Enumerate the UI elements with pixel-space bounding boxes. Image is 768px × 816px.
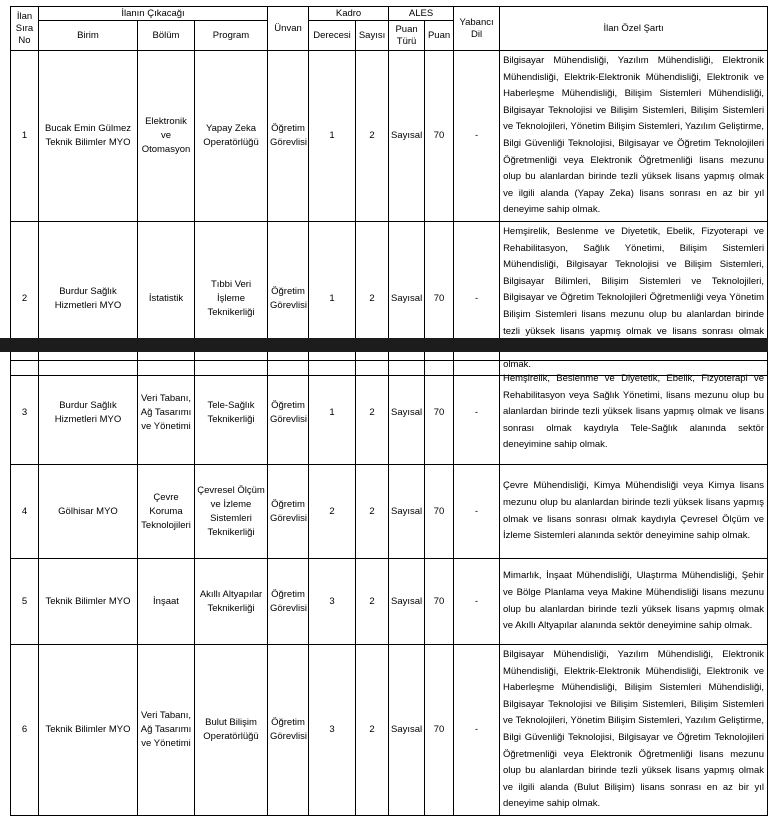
cell-no: 4 xyxy=(11,465,39,559)
cell-ozel-sart: Bilgisayar Mühendisliği, Yazılım Mühendisliği, Elektronik Mühendisliği, Elektrik-Elektronik Mühendisliği, Elektronik ve Haberleşme Mühendisliği, Bilişim Sistemleri Mühendisliği, Bilgisayar Teknolojisi ve Bilişim Sistemleri, Bilişim Sistemleri ve Teknolojileri, Yönetim Bilişim Sistemleri, Yazılım Geliştirme, Bilgi Güvenliği Teknolojisi, Bilgisayar ve Öğretim Teknolojileri Öğretmenliği veya Elektronik Öğretmenliği lisans mezunu olup bu alanlardan birinde tezli yüksek lisans yapmış olmak ve ilgili alanda (Yapay Zeka) lisans sonrası en az bir yıl deneyime sahip olmak. xyxy=(500,51,768,222)
cell-puan-turu: Sayısal xyxy=(389,465,425,559)
cell-puan: 70 xyxy=(425,559,454,645)
cell-derece: 1 xyxy=(309,51,356,222)
col-header-bolum: Bölüm xyxy=(138,21,195,51)
cell-birim: Burdur Sağlık Hizmetleri MYO xyxy=(39,221,138,375)
col-header-yabanci-dil: Yabancı Dil xyxy=(454,7,500,51)
cell-bolum: İstatistik xyxy=(138,221,195,375)
page-separator-band xyxy=(0,338,768,352)
cell-puan: 70 xyxy=(425,361,454,465)
cell-unvan: Öğretim Görevlisi xyxy=(268,361,309,465)
cell-unvan: Öğretim Görevlisi xyxy=(268,221,309,375)
cell-puan-turu: Sayısal xyxy=(389,221,425,375)
cell-ozel-sart: Çevre Mühendisliği, Kimya Mühendisliği veya Kimya lisans mezunu olup bu alanlardan birinde tezli yüksek lisans yapmış olmak ve lisans sonrası olmak kaydıyla Çevresel Ölçüm ve İzleme Sistemleri alanında sektör deneyimine sahip olmak. xyxy=(500,465,768,559)
col-header-unvan: Ünvan xyxy=(268,7,309,51)
cell-birim: Burdur Sağlık Hizmetleri MYO xyxy=(39,361,138,465)
cell-no: 2 xyxy=(11,221,39,375)
table-row xyxy=(11,645,768,816)
col-header-birim: Birim xyxy=(39,21,138,51)
col-header-ilanin-cikacagi: İlanın Çıkacağı xyxy=(39,7,268,21)
cell-derece: 3 xyxy=(309,645,356,816)
col-header-ales: ALES xyxy=(389,7,454,21)
cell-dil: - xyxy=(454,221,500,375)
cell-sayi: 2 xyxy=(356,645,389,816)
cell-bolum: İnşaat xyxy=(138,559,195,645)
col-header-ozel-sart: İlan Özel Şartı xyxy=(500,7,768,51)
cell-program: Akıllı Altyapılar Teknikerliği xyxy=(195,559,268,645)
cell-program: Tele-Sağlık Teknikerliği xyxy=(195,361,268,465)
cell-dil: - xyxy=(454,645,500,816)
cell-program: Yapay Zeka Operatörlüğü xyxy=(195,51,268,222)
cell-dil: - xyxy=(454,465,500,559)
cell-puan: 70 xyxy=(425,465,454,559)
col-header-program: Program xyxy=(195,21,268,51)
cropped-previous-text xyxy=(10,0,767,4)
cell-derece: 2 xyxy=(309,465,356,559)
cell-dil: - xyxy=(454,51,500,222)
cell-bolum: Çevre Koruma Teknolojileri xyxy=(138,465,195,559)
cell-birim: Teknik Bilimler MYO xyxy=(39,559,138,645)
cell-derece: 3 xyxy=(309,559,356,645)
cell-bolum: Veri Tabanı, Ağ Tasarımı ve Yönetimi xyxy=(138,361,195,465)
cell-derece: 1 xyxy=(309,361,356,465)
cell-sayi: 2 xyxy=(356,51,389,222)
cell-sayi: 2 xyxy=(356,465,389,559)
cell-unvan: Öğretim Görevlisi xyxy=(268,559,309,645)
cell-unvan: Öğretim Görevlisi xyxy=(268,51,309,222)
cell-puan-turu: Sayısal xyxy=(389,361,425,465)
cell-sayi: 2 xyxy=(356,221,389,375)
table-row xyxy=(11,51,768,222)
col-header-puan: Puan xyxy=(425,21,454,51)
table-row xyxy=(11,361,768,465)
cell-derece: 1 xyxy=(309,221,356,375)
cell-program: Çevresel Ölçüm ve İzleme Sistemleri Teknikerliği xyxy=(195,465,268,559)
col-header-puan-turu: Puan Türü xyxy=(389,21,425,51)
cell-puan: 70 xyxy=(425,221,454,375)
job-posting-table-part-1 xyxy=(10,6,768,376)
cell-unvan: Öğretim Görevlisi xyxy=(268,645,309,816)
job-posting-table-part-2 xyxy=(10,360,768,816)
table-row xyxy=(11,465,768,559)
cell-puan: 70 xyxy=(425,51,454,222)
col-header-kadro: Kadro xyxy=(309,7,389,21)
cell-dil: - xyxy=(454,559,500,645)
col-header-ilan-sira-no: İlan Sıra No xyxy=(11,7,39,51)
col-header-derecesi: Derecesi xyxy=(309,21,356,51)
cell-puan-turu: Sayısal xyxy=(389,51,425,222)
cell-ozel-sart: Bilgisayar Mühendisliği, Yazılım Mühendisliği, Elektronik Mühendisliği, Elektrik-Elektronik Mühendisliği, Elektronik ve Haberleşme Mühendisliği, Bilişim Sistemleri Mühendisliği, Bilgisayar Teknolojisi ve Bilişim Sistemleri, Bilişim Sistemleri ve Teknolojileri, Yönetim Bilişim Sistemleri, Yazılım Geliştirme, Bilgi Güvenliği Teknolojisi, Bilgisayar ve Öğretim Teknolojileri Öğretmenliği veya Elektronik Öğretmenliği lisans mezunu olup bu alanlardan birinde tezli yüksek lisans yapmış olmak ve ilgili alanda (Bulut Bilişim) lisans sonrası en az bir yıl deneyime sahip olmak. xyxy=(500,645,768,816)
cell-bolum: Veri Tabanı, Ağ Tasarımı ve Yönetimi xyxy=(138,645,195,816)
cell-no: 5 xyxy=(11,559,39,645)
cell-sayi: 2 xyxy=(356,361,389,465)
cell-no: 6 xyxy=(11,645,39,816)
cell-birim: Bucak Emin Gülmez Teknik Bilimler MYO xyxy=(39,51,138,222)
cell-ozel-sart: Hemşirelik, Beslenme ve Diyetetik, Ebelik, Fizyoterapi ve Rehabilitasyon veya Sağlık Yönetimi, lisans mezunu olup bu alanlardan birinde tezli yüksek lisans yapmış olmak ve lisans sonrası olmak kaydıyla Tele-Sağlık alanında sektör deneyimine sahip olmak. xyxy=(500,361,768,465)
table-row xyxy=(11,221,768,375)
table-row xyxy=(11,559,768,645)
cell-sayi: 2 xyxy=(356,559,389,645)
cell-program: Bulut Bilişim Operatörlüğü xyxy=(195,645,268,816)
cell-birim: Teknik Bilimler MYO xyxy=(39,645,138,816)
cell-bolum: Elektronik ve Otomasyon xyxy=(138,51,195,222)
cell-no: 1 xyxy=(11,51,39,222)
cell-ozel-sart: Hemşirelik, Beslenme ve Diyetetik, Ebelik, Fizyoterapi ve Rehabilitasyon, Sağlık Yönetimi, Bilişim Sistemleri Mühendisliği, Bilgisayar Teknolojisi ve Bilişim Sistemleri, Bilgisayar Bilimleri, Bilişim Sistemleri ve Teknolojileri, Bilgisayar ve Öğretim Teknolojileri Öğretmenliği veya Yönetim Bilişim Sistemleri lisans mezunu olup bu alanlardan birinde tezli yüksek lisans yapmış olmak ve lisans sonrası olmak olmak. xyxy=(500,221,768,375)
cell-birim: Gölhisar MYO xyxy=(39,465,138,559)
cell-puan-turu: Sayısal xyxy=(389,559,425,645)
cell-ozel-sart: Mimarlık, İnşaat Mühendisliği, Ulaştırma Mühendisliği, Şehir ve Bölge Planlama veya Makine Mühendisliği lisans mezunu olup bu alanlardan birinde tezli yüksek lisans yapmış olmak ve Akıllı Altyapılar alanında sektör deneyimine sahip olmak. xyxy=(500,559,768,645)
cell-program: Tıbbi Veri İşleme Teknikerliği xyxy=(195,221,268,375)
cell-puan: 70 xyxy=(425,645,454,816)
cell-unvan: Öğretim Görevlisi xyxy=(268,465,309,559)
cell-dil: - xyxy=(454,361,500,465)
col-header-sayisi: Sayısı xyxy=(356,21,389,51)
cell-puan-turu: Sayısal xyxy=(389,645,425,816)
cell-no: 3 xyxy=(11,361,39,465)
